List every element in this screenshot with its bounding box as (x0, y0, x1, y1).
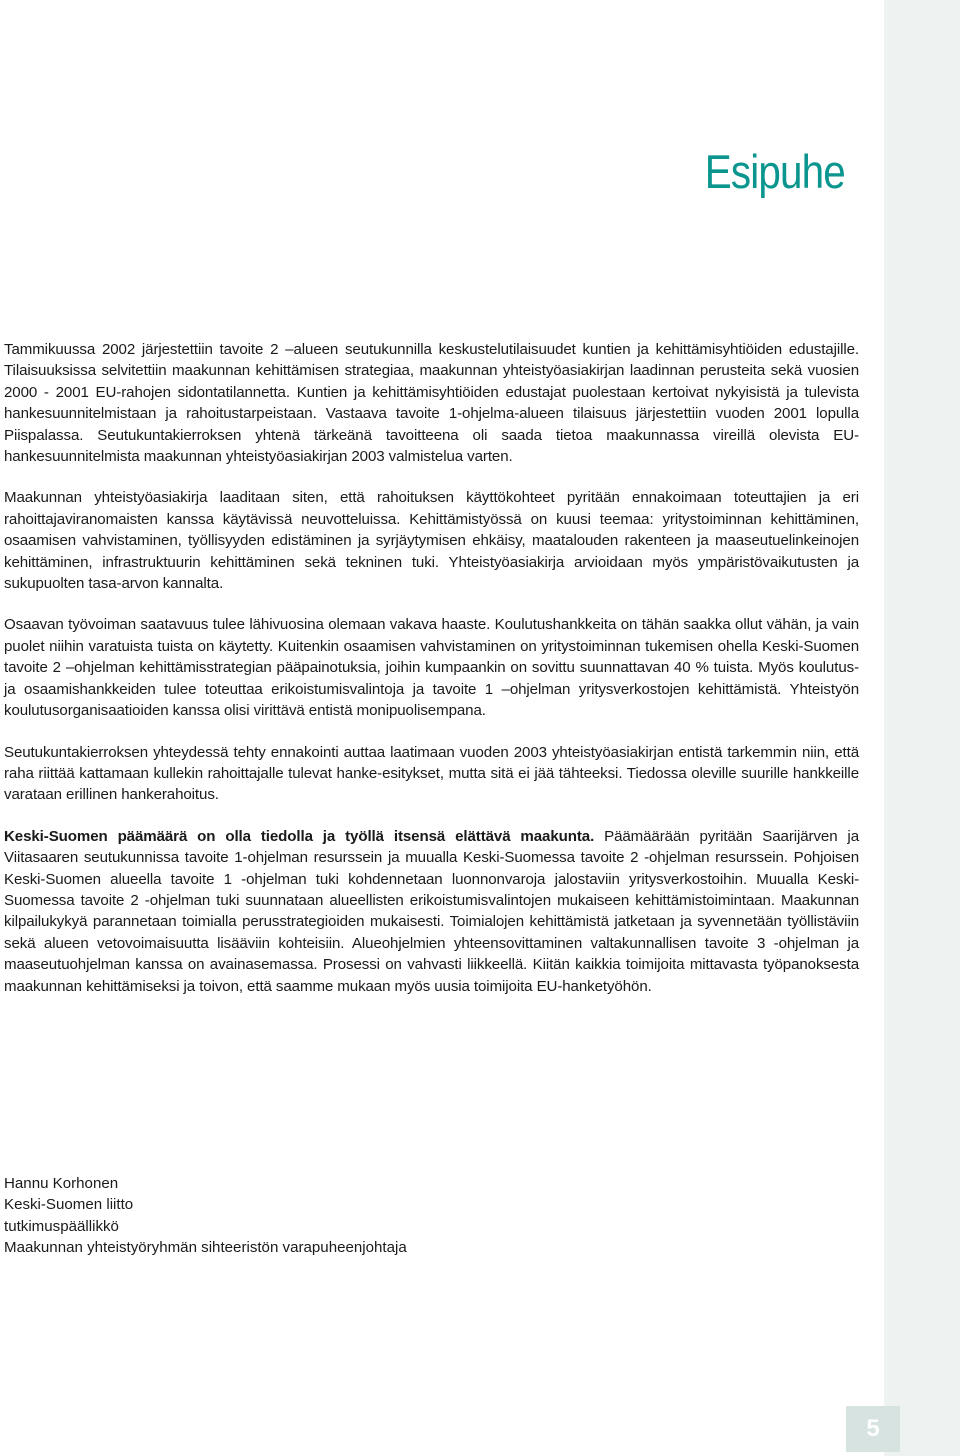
paragraph-2: Maakunnan yhteistyöasiakirja laaditaan siten, että rahoituksen käyttökohteet pyritään ennakoimaan toteuttajien ja eri rahoittajaviranomaisten kanssa käytävissä neuvotteluissa. Kehittämistyössä on kuusi teemaa: yritystoiminnan kehittäminen, osaamisen vahvistaminen, työllisyyden edistäminen ja syrjäytymisen ehkäisy, maatalouden rakenteen ja maaseutuelinkeinojen kehittäminen, infrastruktuurin kehittäminen sekä tekninen tuki. Yhteistyöasiakirja arvioidaan myös ympäristövaikutusten ja sukupuolten tasa-arvon kannalta. (4, 489, 859, 593)
signature-position: Maakunnan yhteistyöryhmän sihteeristön varapuheenjohtaja (4, 1239, 407, 1257)
signature-organization: Keski-Suomen liitto (4, 1196, 134, 1214)
paragraph-5-bold-lead: Keski-Suomen päämäärä on olla tiedolla ja työllä itsensä elättävä maakunta. (4, 827, 595, 845)
signature-name: Hannu Korhonen (4, 1175, 119, 1192)
page-number-box (846, 1406, 900, 1452)
signature-role: tutkimuspäällikkö (4, 1217, 119, 1235)
body-text (4, 339, 859, 1017)
side-band (884, 0, 960, 1456)
paragraph-1: Tammikuussa 2002 järjestettiin tavoite 2 –alueen seutukunnilla keskustelutilaisuudet kuntien ja kehittämisyhtiöiden edustajille. Tilaisuuksissa selvitettiin maakunnan kehittämisen strategiaa, maakunnan yhteistyöasiakirjan laadinnan perusteita sekä vuosien 2000 - 2001 EU-rahojen sidontatilannetta. Kuntien ja kehittämisyhtiöiden edustajat puolestaan kertoivat nykyisistä ja tulevista hankesuunnitelmistaan ja rahoitustarpeistaan. Vastaava tavoite 1-ohjelma-alueen tilaisuus järjestettiin vuoden 2001 lopulla Piispalassa. Seutukuntakierroksen yhtenä tärkeänä tavoitteena oli saada tietoa maakunnassa vireillä olevista EU-hankesuunnitelmista maakunnan yhteistyöasiakirjan 2003 valmistelua varten. (4, 341, 859, 466)
paragraph-4: Seutukuntakierroksen yhteydessä tehty ennakointi auttaa laatimaan vuoden 2003 yhteistyöasiakirjan entistä tarkemmin niin, että raha riittää kattamaan kullekin rahoittajalle tulevat hanke-esitykset, mutta sitä ei jää tähteeksi. Tiedossa oleville suurille hankkeille varataan erillinen hankerahoitus. (4, 743, 859, 804)
paragraph-5-text: Päämäärään pyritään Saarijärven ja Viitasaaren seutukunnissa tavoite 1-ohjelman resurssein ja muualla Keski-Suomessa tavoite 2 -ohjelman resurssein. Pohjoisen Keski-Suomen alueella tavoite 1 -ohjelman tuki kohdennetaan luonnonvaroja jalostaviin yritysverkostoihin. Muualla Keski-Suomessa tavoite 2 -ohjelman tuki suunnataan alueellisten erikoistumisvalintojen mukaiseen kehittämistoimintaan. Maakunnan kilpailukykyä parannetaan toimialla perusstrategioiden mukaisesti. Toimialojen kehittämistä jatketaan ja syvennetään työllistäviin sekä alueen vetovoimaisuutta lisääviin kohteisiin. Alueohjelmien yhteensovittaminen valtakunnallisen tavoite 3 -ohjelman ja maaseutuohjelman kanssa on avainasemassa. Prosessi on vahvasti liikkeellä. Kiitän kaikkia toimijoita mittavasta työpanoksesta maakunnan kehittämiseksi ja toivon, että saamme mukaan myös uusia toimijoita EU-hanketyöhön. (4, 827, 859, 995)
page-number: 5 (866, 1415, 880, 1442)
paragraph-3: Osaavan työvoiman saatavuus tulee lähivuosina olemaan vakava haaste. Koulutushankkeita on tähän saakka ollut vähän, ja vain puolet niihin varatuista tuista on käytetty. Kuitenkin osaamisen vahvistaminen on yritystoiminnan tukemisen ohella Keski-Suomen tavoite 2 –ohjelman kehittämisstrategian pääpainotuksia, joihin kumpaankin on sovittu suunnattavan 40 % tuista. Myös koulutus- ja osaamishankkeiden tulee toteuttaa erikoistumisvalintoja ja tavoite 1 –ohjelman yritysverkostojen kehittämistä. Yhteistyön koulutusorganisaatioiden kanssa olisi virittävä entistä monipuolisempana. (4, 616, 859, 720)
paragraph-5 (4, 826, 859, 997)
page-title: Esipuhe (704, 145, 845, 198)
signature-block (4, 1173, 704, 1259)
